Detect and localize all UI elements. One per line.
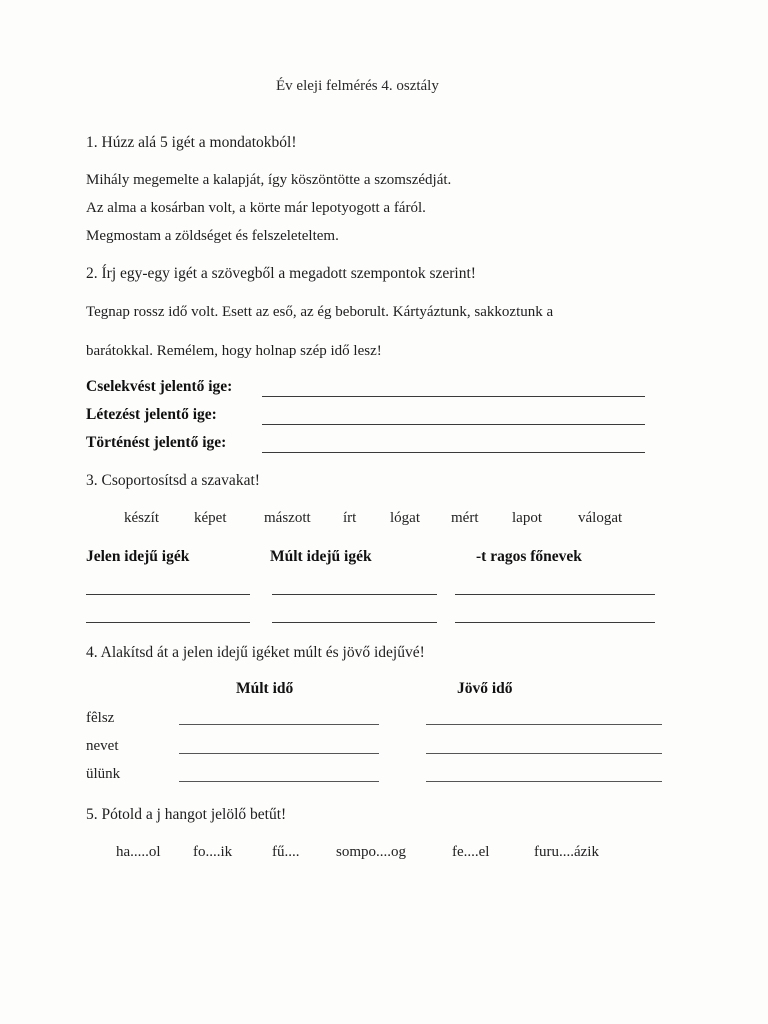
task4-column-past: Múlt idő: [236, 680, 294, 697]
task3-heading: 3. Csoportosítsd a szavakat!: [86, 472, 260, 489]
answer-line[interactable]: [179, 724, 379, 725]
answer-line[interactable]: [179, 753, 379, 754]
task2-heading: 2. Írj egy-egy igét a szövegből a megadott szempontok szerint!: [86, 265, 476, 282]
task4-row-word: nevet: [86, 738, 119, 754]
answer-line[interactable]: [455, 622, 655, 623]
answer-line[interactable]: [426, 753, 662, 754]
task3-column-present: Jelen idejű igék: [86, 548, 190, 565]
task1-sentence: Az alma a kosárban volt, a körte már lepotyogott a fáról.: [86, 200, 426, 216]
task3-column-nouns: -t ragos főnevek: [476, 548, 582, 565]
task5-word: furu....ázik: [534, 844, 599, 860]
answer-line[interactable]: [262, 452, 645, 453]
task3-word: lapot: [512, 510, 542, 526]
task3-word: mászott: [264, 510, 311, 526]
task4-heading: 4. Alakítsd át a jelen idejű igéket múlt és jövő idejűvé!: [86, 644, 425, 661]
page-title: Év eleji felmérés 4. osztály: [276, 78, 439, 94]
task2-label-action: Cselekvést jelentő ige:: [86, 378, 233, 395]
task2-label-existence: Létezést jelentő ige:: [86, 406, 217, 423]
task1-sentence: Megmostam a zöldséget és felszeleteltem.: [86, 228, 339, 244]
answer-line[interactable]: [86, 622, 250, 623]
answer-line[interactable]: [455, 594, 655, 595]
answer-line[interactable]: [272, 594, 437, 595]
task5-word: fű....: [272, 844, 300, 860]
task2-text-line: barátokkal. Remélem, hogy holnap szép idő lesz!: [86, 343, 382, 359]
task4-row-word: fêlsz: [86, 710, 115, 726]
task4-column-future: Jövő idő: [457, 680, 513, 697]
task2-text-line: Tegnap rossz idő volt. Esett az eső, az ég beborult. Kártyáztunk, sakkoztunk a: [86, 304, 554, 320]
task3-column-past: Múlt idejű igék: [270, 548, 372, 565]
task2-label-event: Történést jelentő ige:: [86, 434, 227, 451]
task5-heading: 5. Pótold a j hangot jelölő betűt!: [86, 806, 287, 823]
answer-line[interactable]: [426, 724, 662, 725]
answer-line[interactable]: [426, 781, 662, 782]
task3-word: írt: [343, 510, 357, 526]
task4-row-word: ülünk: [86, 766, 121, 782]
task1-heading: 1. Húzz alá 5 igét a mondatokból!: [86, 134, 297, 151]
task3-word: mért: [451, 510, 479, 526]
task5-word: sompo....og: [336, 844, 407, 860]
task1-sentence: Mihály megemelte a kalapját, így köszöntötte a szomszédját.: [86, 172, 452, 188]
task5-word: fe....el: [452, 844, 490, 860]
task3-word: válogat: [578, 510, 623, 526]
answer-line[interactable]: [86, 594, 250, 595]
task5-word: fo....ik: [193, 844, 233, 860]
answer-line[interactable]: [272, 622, 437, 623]
task3-word: lógat: [390, 510, 420, 526]
task3-word: készít: [124, 510, 159, 526]
answer-line[interactable]: [179, 781, 379, 782]
task5-word: ha.....ol: [116, 844, 161, 860]
answer-line[interactable]: [262, 424, 645, 425]
answer-line[interactable]: [262, 396, 645, 397]
task3-word: képet: [194, 510, 227, 526]
